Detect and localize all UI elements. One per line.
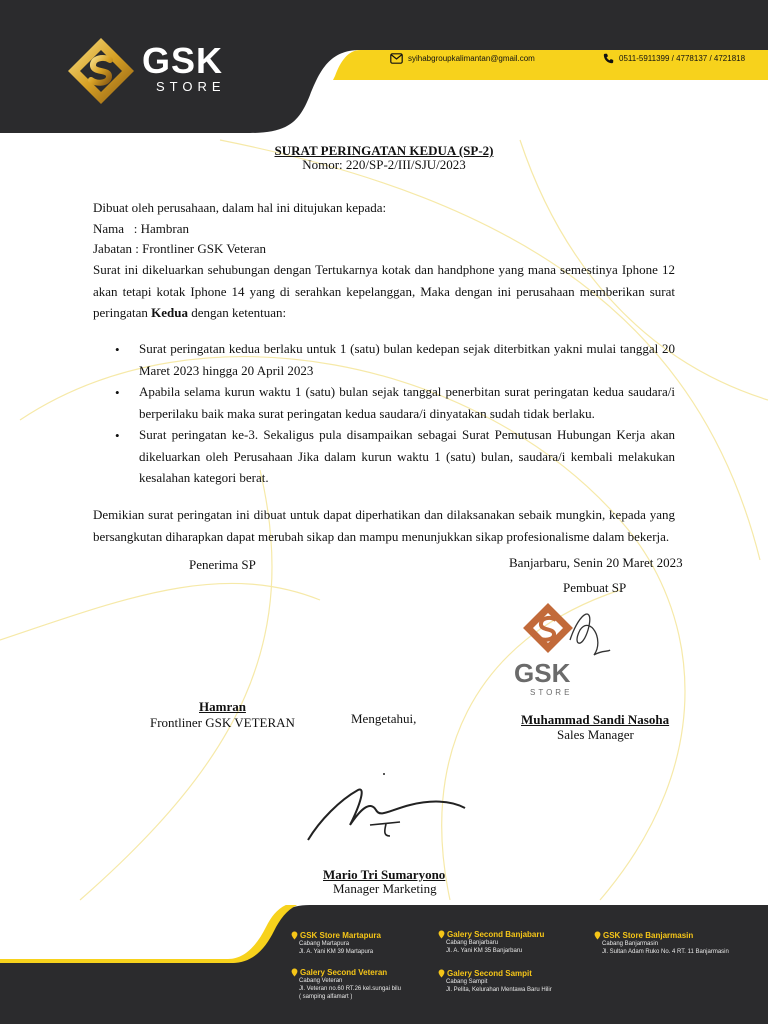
place-date: Banjarbaru, Senin 20 Maret 2023	[509, 555, 683, 570]
branch-banjarmasin	[594, 931, 729, 956]
bullet-item-1: Surat peringatan kedua berlaku untuk 1 (satu) bulan kedepan sejak diterbitkan yakni mulai tanggal 20 Maret 2023 hingga 20 April 2023	[139, 341, 675, 378]
intro-text: Dibuat oleh perusahaan, dalam hal ini ditujukan kepada:	[93, 200, 387, 215]
brand-name: GSK	[142, 40, 224, 81]
stamp-brand: GSK	[514, 658, 571, 688]
recipient-name: Nama : Hambran	[93, 221, 190, 236]
letter-footer	[0, 905, 768, 1024]
body-text: Surat ini dikeluarkan sehubungan dengan Tertukarnya kotak dan handphone yang mana semestinya Iphone 12 akan tetapi kotak Iphone 14 yang di serahkan kepelanggan, Maka dengan ini perusahaan memberikan surat	[93, 262, 675, 299]
branch-note: ( samping alfamart )	[299, 994, 353, 1000]
bullet-item-3: Surat peringatan ke-3. Sekaligus pula disampaikan sebagai Surat Pemutusan Hubungan Kerja akan dikeluarkan oleh Perusahaan Jika dalam kurun waktu 1 (satu) bulan, saudara/i kembali melakukan kesalahan kategori berat.	[139, 427, 675, 485]
maker-label: Pembuat SP	[563, 580, 627, 595]
body-end-pre: peringatan	[93, 305, 152, 320]
body-end-bold: Kedua	[151, 305, 188, 320]
receiver-title: Frontliner GSK VETERAN	[150, 715, 295, 730]
branch-name: GSK Store Martapura	[300, 931, 381, 940]
branch-sub: Cabang Veteran	[299, 978, 343, 984]
branch-sampit	[438, 969, 552, 994]
branch-sub: Cabang Sampit	[446, 979, 488, 985]
bullet-dot: •	[115, 428, 120, 443]
branch-address: Jl. Sultan Adam Ruko No. 4 RT. 11 Banjarmasin	[602, 949, 729, 955]
branch-address: Jl. Pelita, Kelurahan Mentawa Baru Hilir	[446, 987, 552, 993]
bullet-item-2: Apabila selama kurun waktu 1 (satu) bulan sejak tanggal penerbitan surat peringatan kedua saudara/i berperilaku baik maka surat peringatan kedua saudara/i dinyatakan sudah tidak berlaku.	[139, 384, 675, 421]
gsk-logo-icon	[66, 36, 136, 106]
location-pin-icon	[291, 968, 298, 977]
branch-banjarbaru	[438, 930, 544, 955]
body-end	[93, 305, 286, 320]
contact-email[interactable]	[390, 53, 535, 64]
company-stamp	[510, 600, 620, 700]
branch-name: Galery Second Veteran	[300, 968, 388, 977]
letter-number: Nomor: 220/SP-2/III/SJU/2023	[302, 157, 466, 172]
manager-signature	[300, 770, 500, 850]
branch-address: Jl. Veteran no.60 RT.26 kel.sungai bilu	[299, 986, 401, 992]
phone-text: 0511-5911399 / 4778137 / 4721818	[619, 54, 746, 63]
branch-name: Galery Second Sampit	[447, 969, 532, 978]
closing-paragraph: Demikian surat peringatan ini dibuat untuk dapat diperhatikan dan dilaksanakan sebaik mungkin, kepada yang bersangkutan diharapkan dapat merubah sikap dan mampu menunjukkan sikap profesionalisme dalam bekerja.	[93, 507, 675, 544]
manager-title: Manager Marketing	[333, 881, 437, 896]
acknowledge-label: Mengetahui,	[351, 711, 417, 726]
location-pin-icon	[438, 969, 445, 978]
branch-name: Galery Second Banjabaru	[447, 930, 545, 939]
location-pin-icon	[594, 931, 601, 940]
recipient-position: Jabatan : Frontliner GSK Veteran	[93, 241, 267, 256]
phone-icon	[603, 53, 614, 64]
branch-name: GSK Store Banjarmasin	[603, 931, 694, 940]
receiver-label: Penerima SP	[189, 557, 256, 572]
manager-name: Mario Tri Sumaryono	[323, 867, 446, 882]
branch-martapura	[291, 931, 381, 956]
footer-background	[0, 905, 768, 1024]
letterhead	[0, 0, 768, 133]
brand-subtitle: STORE	[156, 79, 226, 94]
letter-body	[93, 259, 675, 324]
branch-sub: Cabang Banjarmasin	[602, 941, 659, 947]
location-pin-icon	[291, 931, 298, 940]
contact-phone[interactable]	[603, 53, 745, 64]
bullet-dot: •	[115, 342, 120, 357]
bullet-dot: •	[115, 385, 120, 400]
branch-sub: Cabang Banjarbaru	[446, 940, 499, 946]
location-pin-icon	[438, 930, 445, 939]
branch-address: Jl. A. Yani KM 35 Banjarbaru	[446, 948, 523, 954]
branch-sub: Cabang Martapura	[299, 941, 350, 947]
receiver-name: Hamran	[199, 699, 246, 714]
stamp-subtitle: STORE	[530, 688, 573, 697]
maker-name: Muhammad Sandi Nasoha	[521, 712, 670, 727]
email-text: syihabgroupkalimantan@gmail.com	[408, 54, 535, 63]
letter-title: SURAT PERINGATAN KEDUA (SP-2)	[274, 143, 494, 158]
body-end-post: dengan ketentuan:	[187, 305, 287, 320]
maker-title: Sales Manager	[557, 727, 634, 742]
branch-address: Jl. A. Yani KM 39 Martapura	[299, 949, 374, 955]
branch-veteran	[291, 968, 401, 1001]
email-icon	[390, 53, 403, 64]
